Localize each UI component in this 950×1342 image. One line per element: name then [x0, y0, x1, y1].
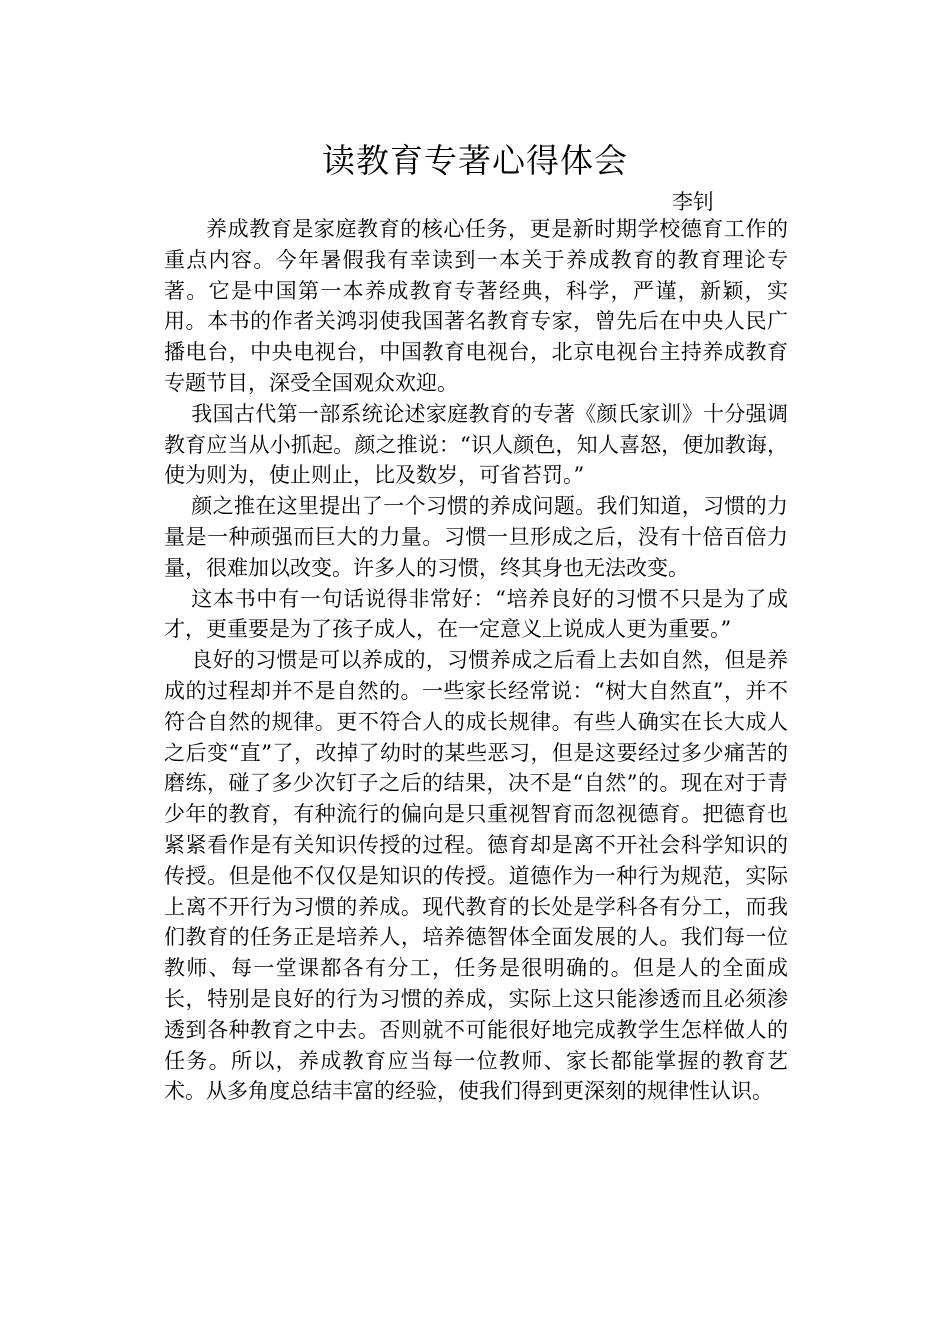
paragraph-2: 我国古代第一部系统论述家庭教育的专著《颜氏家训》十分强调教育应当从小抓起。颜之推说：“识人颜色，知人喜怒，便加教诲，使为则为，使止则止，比及数岁，可省苔罚。”	[164, 401, 788, 488]
paragraph-5: 良好的习惯是可以养成的，习惯养成之后看上去如自然，但是养成的过程却并不是自然的。一些家长经常说：“树大自然直”，并不符合自然的规律。更不符合人的成长规律。有些人确实在长大成人之后变“直”了，改掉了幼时的某些恶习，但是这要经过多少痛苦的磨练，碰了多少次钉子之后的结果，决不是“自然”的。现在对于青少年的教育，有种流行的偏向是只重视智育而忽视德育。把德育也紧紧看作是有关知识传授的过程。德育却是离不开社会科学知识的传授。但是他不仅仅是知识的传授。道德作为一种行为规范，实际上离不开行为习惯的养成。现代教育的长处是学科各有分工，而我们教育的任务正是培养人，培养德智体全面发展的人。我们每一位教师、每一堂课都各有分工，任务是很明确的。但是人的全面成长，特别是良好的行为习惯的养成，实际上这只能渗透而且必须渗透到各种教育之中去。否则就不可能很好地完成教学生怎样做人的任务。所以，养成教育应当每一位教师、家长都能掌握的教育艺术。从多角度总结丰富的经验，使我们得到更深刻的规律性认识。	[164, 648, 788, 1104]
document-author: 李钊	[672, 190, 714, 214]
paragraph-1: 养成教育是家庭教育的核心任务，更是新时期学校德育工作的重点内容。今年暑假我有幸读到一本关于养成教育的教育理论专著。它是中国第一本养成教育专著经典，科学，严谨，新颖，实用。本书的作者关鸿羽使我国著名教育专家，曾先后在中央人民广播电台，中央电视台，中国教育电视台，北京电视台主持养成教育专题节目，深受全国观众欢迎。	[164, 217, 788, 395]
paragraph-4: 这本书中有一句话说得非常好：“培养良好的习惯不只是为了成才，更重要是为了孩子成人，在一定意义上说成人更为重要。”	[164, 586, 788, 642]
paragraph-3: 颜之推在这里提出了一个习惯的养成问题。我们知道，习惯的力量是一种顽强而巨大的力量。习惯一旦形成之后，没有十倍百倍力量，很难加以改变。许多人的习惯，终其身也无法改变。	[164, 494, 788, 580]
document-body	[164, 214, 788, 1107]
document-title: 读教育专著心得体会	[322, 141, 628, 180]
